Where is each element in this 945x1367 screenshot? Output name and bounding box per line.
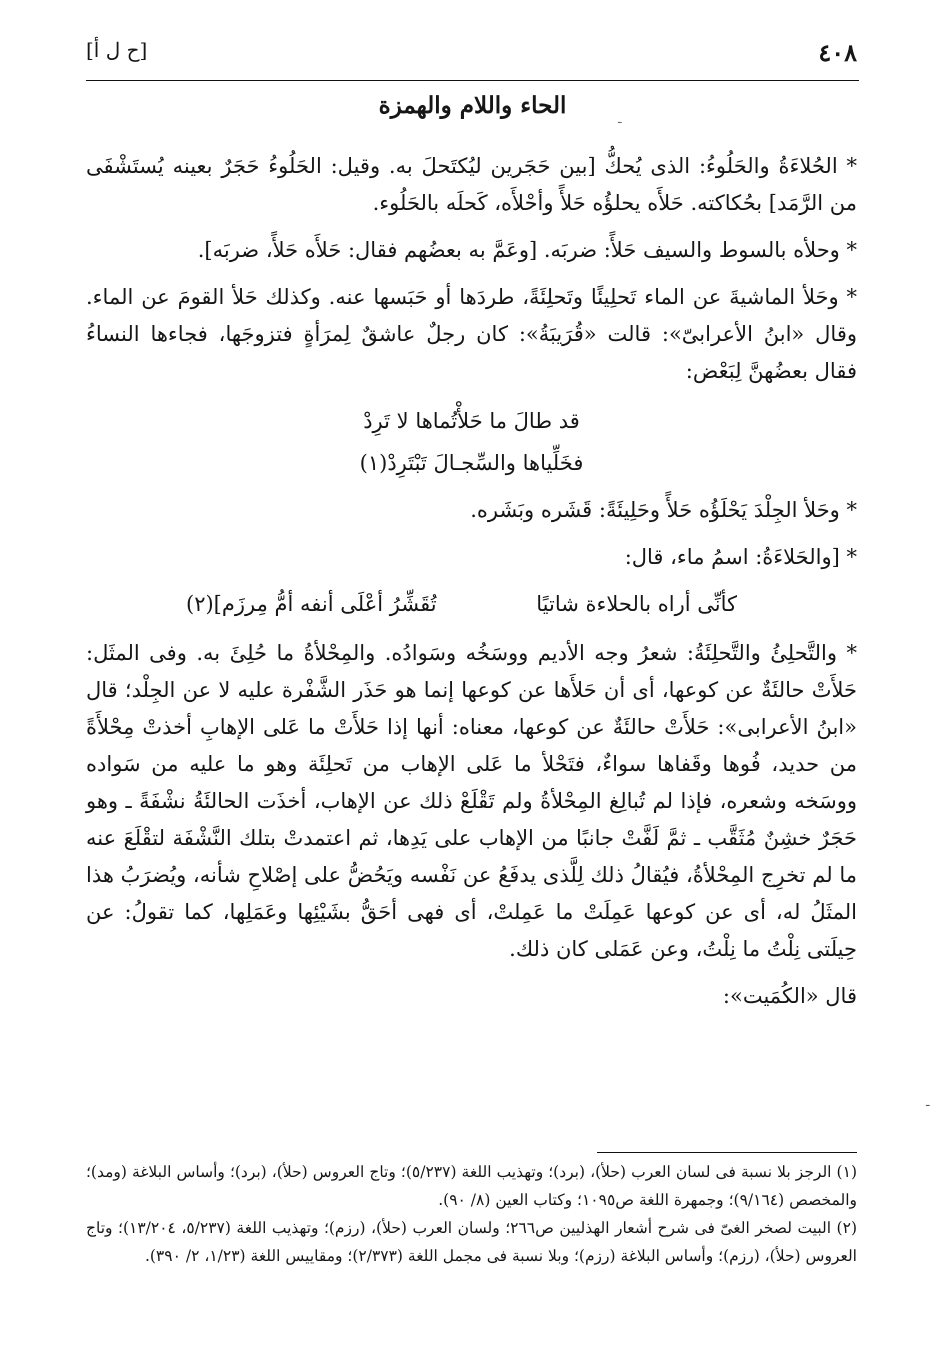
- verse-couplet: [86, 586, 857, 623]
- entry-paragraph: * الحُلاءَةُ والحَلُوءُ: الذى يُحكُّ [بين حَجَرين ليُكتَحلَ به. وقيل: الحَلُوءُ حَجَرٌ بعينه يُستَشْفَى من الرَّمَد] بحُكاكته. حَلأَه يحلؤُه حَلأً وأحْلأَه، كَحلَه بالحَلُوء.: [86, 154, 857, 215]
- verse-hemistich-left: تُقَشِّرُ أعْلَى أنفه أمُّ مِرزَم](٢): [186, 592, 437, 616]
- page-number: ٤٠٨: [818, 38, 857, 67]
- header-divider: [86, 80, 859, 81]
- footnote: (٢) البيت لصخر الغىّ فى شرح أشعار الهذليين ص٢٦٦؛ ولسان العرب (حلأ)، (رزم)؛ وتهذيب اللغة (٥/٢٣٧، ١٣/٢٠٤)؛ وتاج العروس (حلأ)، (رزم)؛ وأساس البلاغة (رزم)؛ وبلا نسبة فى مجمل اللغة (٢/٣٧٣)؛ ومقاييس اللغة (١/٢٣، ٢/ ٣٩٠).: [86, 1219, 857, 1265]
- margin-mark: ـ: [926, 1095, 930, 1109]
- footnotes: [86, 1158, 857, 1270]
- verse-line: فخَلِّياها والسِّجـالَ تَبْتَرِدْ(١): [359, 451, 584, 475]
- entry-paragraph: * [والحَلاءَةُ: اسمُ ماء، قال:: [624, 545, 857, 569]
- verse-line: قد طالَ ما حَلأْتُماها لا تَرِدْ: [363, 409, 580, 433]
- section-title: الحاء واللام والهمزة: [378, 92, 567, 119]
- verse-hemistich-right: كأنِّى أراه بالحلاءة شاتيًا: [536, 592, 737, 616]
- root-letters-header: [ح ل أ]: [86, 38, 148, 62]
- verse-block: [86, 400, 857, 484]
- main-text: [86, 148, 857, 1025]
- entry-paragraph: قال «الكُمَيت»:: [722, 984, 857, 1008]
- entry-paragraph: * وحلأه بالسوط والسيف حَلأً: ضربَه. [وعَمَّ به بعضُهم فقال: حَلأَه حَلأً، ضربَه].: [197, 238, 857, 262]
- footnote: (١) الرجز بلا نسبة فى لسان العرب (حلأ)، (برد)؛ وتهذيب اللغة (٥/٢٣٧)؛ وتاج العروس (حلأ)، (برد)؛ وأساس البلاغة (ومد)؛ والمخصص (٩/١٦٤)؛ وجمهرة اللغة ص١٠٩٥؛ وكتاب العين (٨/ ٩٠).: [86, 1163, 857, 1209]
- entry-paragraph: * والتَّحلِئُ والتَّحلِئَةُ: شعرُ وجه الأديم ووسَخُه وسَوادُه. والمِحْلأةُ ما حُلِئَ به. وفى المثَل: حَلأَتْ حالئَةٌ عن كوعها، أى أن حَلأَها عن كوعها إنما هو حَذَر الشَّفْرة عليه لا عن الجِلْد؛ قال «ابنُ الأعرابى»: حَلأَتْ حالئَةٌ عن كوعها، معناه: أنها إذا حَلأَتْ ما عَلى الإهابِ أخذتْ مِحْلأَةً من حديد، فُوها وقَفاها سواءٌ، فتَحْلأ ما عَلى الإهاب من تَحلِئَة وهو ما عليه من سَواده ووسَخه وشعره، فإذا لم تُبالِغ المِحْلأةُ ولم تَقْلَعْ ذلك عن الإهاب، أخذَت الحالئَةُ نشْفَةً ـ وهو حَجَرٌ خشِنٌ مُثَقَّب ـ ثمَّ لَفَّتْ جانبًا من الإهاب على يَدِها، ثم اعتمدتْ بتلك النَّشْفَة لتقْلَعَ عنه ما لم تخرِج المِحْلأةُ، فيُقالُ ذلك لِلَّذى يدفَعُ عن نَفْسه ويَحُضُّ على إصْلاحِ شأنه، ويُضرَبُ هذا المثَلُ له، أى عن كوعها عَمِلَتْ ما عَمِلتْ، أى فهى أحَقُّ بشَيْئِها وعَمَلِها، كما تقولُ: عن حِيلَتى نِلْتُ ما نِلْتُ، وعن عَمَلى كان ذلك.: [86, 641, 857, 961]
- entry-paragraph: * وحَلأ الماشيةَ عن الماء تَحلِيئًا وتَحلِئَةً، طردَها أو حَبَسها عنه. وكذلك حَلأ القومَ عن الماء. وقال «ابنُ الأعرابىّ»: قالت «قُرَيبَةُ»: كان رجلٌ عاشقٌ لِمرَأةٍ فتزوجَها، فجاءها النساءُ فقال بعضُهنَّ لِبَعْض:: [86, 285, 858, 383]
- footnote-divider: [597, 1152, 857, 1153]
- entry-paragraph: * وحَلأ الجِلْدَ يَحْلَؤُه حَلأً وحَلِيئَةً: قَشَره وبَشَره.: [470, 498, 857, 522]
- stray-mark: ـ: [618, 112, 622, 126]
